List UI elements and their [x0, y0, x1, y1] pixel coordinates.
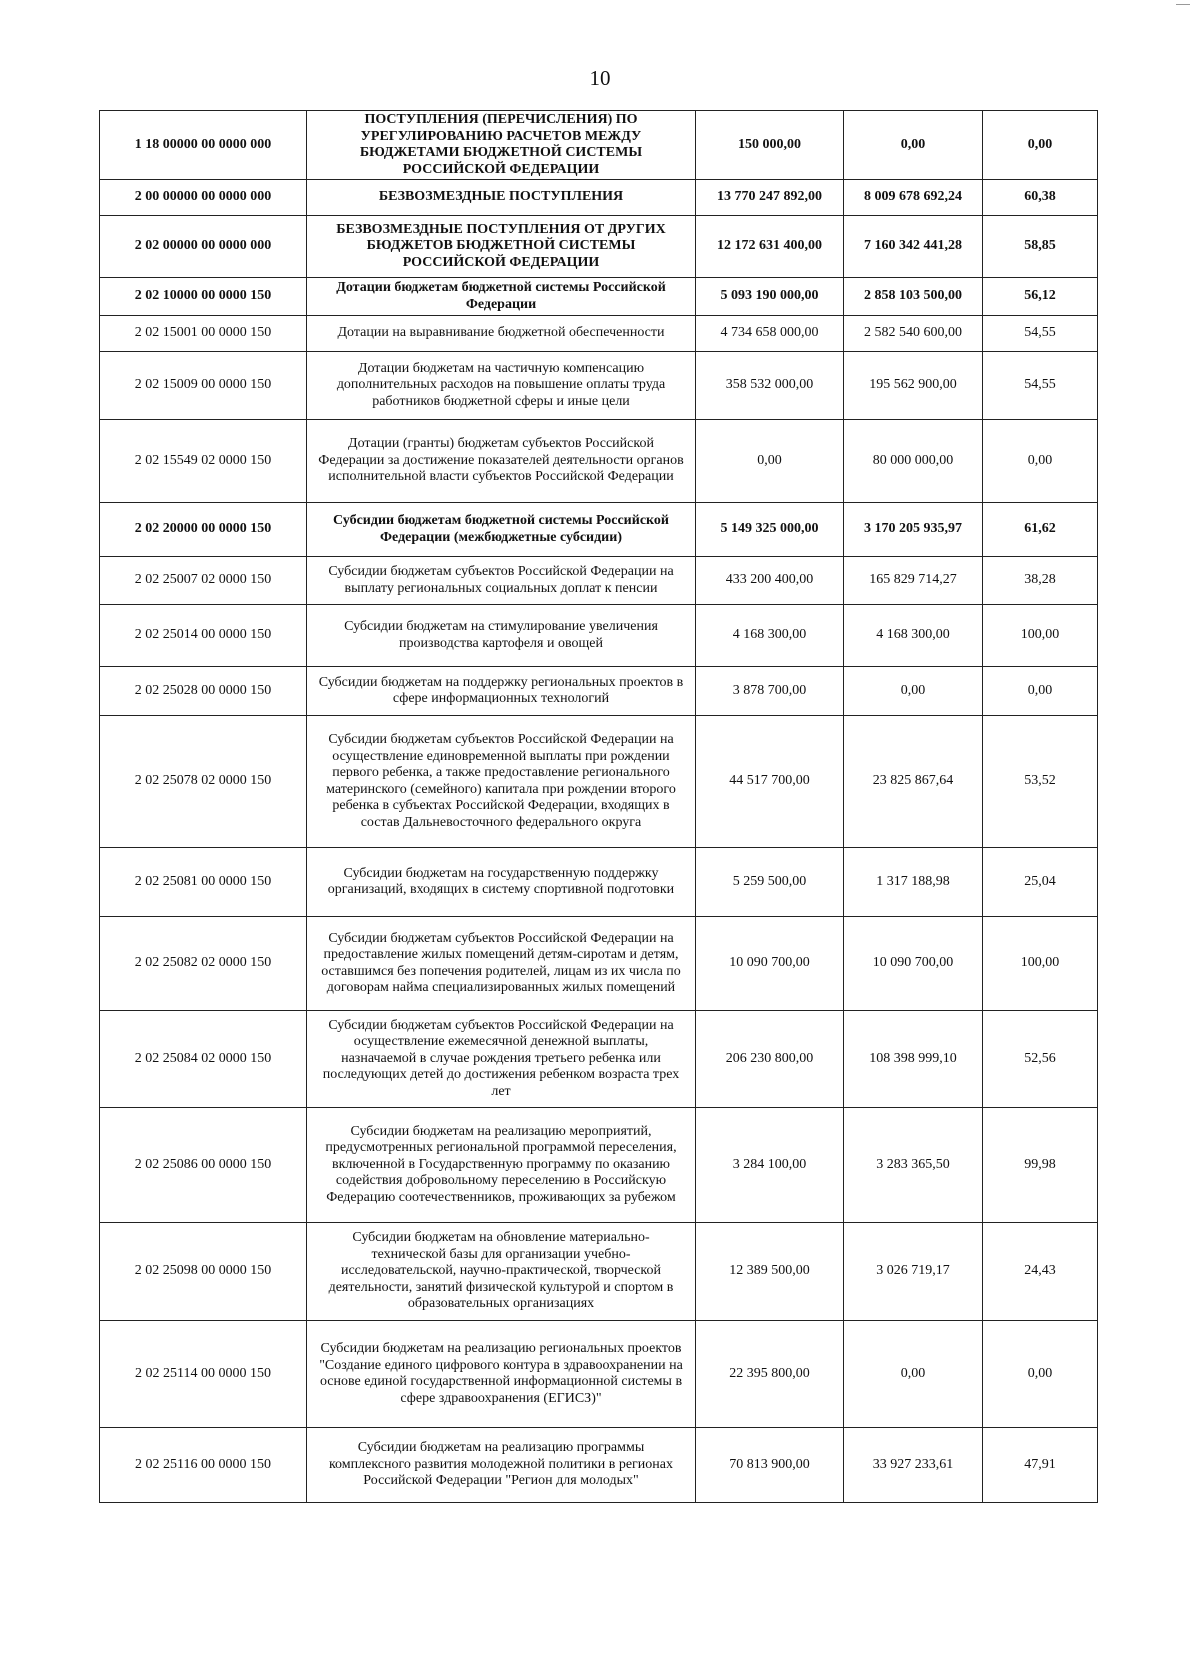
- plan-amount: 5 149 325 000,00: [696, 503, 844, 557]
- table-row: [100, 848, 1098, 917]
- table-row: [100, 557, 1098, 605]
- fact-amount: 0,00: [844, 667, 983, 716]
- execution-percent: 38,28: [983, 557, 1098, 605]
- revenue-name: БЕЗВОЗМЕЗДНЫЕ ПОСТУПЛЕНИЯ ОТ ДРУГИХ БЮДЖЕТОВ БЮДЖЕТНОЙ СИСТЕМЫ РОССИЙСКОЙ ФЕДЕРАЦИИ: [307, 216, 696, 278]
- execution-percent: 100,00: [983, 605, 1098, 667]
- budget-code: 2 02 25114 00 0000 150: [100, 1321, 307, 1428]
- revenue-name: Дотации бюджетам на частичную компенсацию дополнительных расходов на повышение оплаты труда работников бюджетной сферы и иные цели: [307, 352, 696, 420]
- fact-amount: 3 170 205 935,97: [844, 503, 983, 557]
- page-number: 10: [589, 66, 611, 90]
- execution-percent: 24,43: [983, 1223, 1098, 1321]
- plan-amount: 0,00: [696, 420, 844, 503]
- fact-amount: 195 562 900,00: [844, 352, 983, 420]
- budget-code: 2 02 00000 00 0000 000: [100, 216, 307, 278]
- budget-code: 2 00 00000 00 0000 000: [100, 180, 307, 216]
- revenue-name: Субсидии бюджетам на поддержку региональных проектов в сфере информационных технологий: [307, 667, 696, 716]
- plan-amount: 5 259 500,00: [696, 848, 844, 917]
- execution-percent: 60,38: [983, 180, 1098, 216]
- revenue-name: Субсидии бюджетам на реализацию региональных проектов "Создание единого цифрового контура в здравоохранении на основе единой государственной информационной системы в сфере здравоохранения (ЕГИСЗ)": [307, 1321, 696, 1428]
- fact-amount: 8 009 678 692,24: [844, 180, 983, 216]
- budget-code: 2 02 25116 00 0000 150: [100, 1428, 307, 1503]
- revenue-name: Субсидии бюджетам на реализацию мероприятий, предусмотренных региональной программой переселения, включенной в Государственную программу по оказанию содействия добровольному переселению в Российскую Федерацию соотечественников, проживающих за рубежом: [307, 1108, 696, 1223]
- budget-code: 2 02 25028 00 0000 150: [100, 667, 307, 716]
- table-row: [100, 917, 1098, 1011]
- table-row: [100, 420, 1098, 503]
- revenue-name: Дотации на выравнивание бюджетной обеспеченности: [307, 316, 696, 352]
- execution-percent: 61,62: [983, 503, 1098, 557]
- plan-amount: 4 734 658 000,00: [696, 316, 844, 352]
- budget-code: 2 02 25082 02 0000 150: [100, 917, 307, 1011]
- budget-code: 2 02 25078 02 0000 150: [100, 716, 307, 848]
- revenue-name: Субсидии бюджетам на обновление материально-технической базы для организации учебно-исследовательской, научно-практической, творческой деятельности, занятий физической культурой и спортом в образовательных организациях: [307, 1223, 696, 1321]
- fact-amount: 33 927 233,61: [844, 1428, 983, 1503]
- plan-amount: 5 093 190 000,00: [696, 278, 844, 316]
- table-row: [100, 1321, 1098, 1428]
- budget-code: 2 02 20000 00 0000 150: [100, 503, 307, 557]
- plan-amount: 70 813 900,00: [696, 1428, 844, 1503]
- execution-percent: 0,00: [983, 1321, 1098, 1428]
- execution-percent: 54,55: [983, 316, 1098, 352]
- plan-amount: 22 395 800,00: [696, 1321, 844, 1428]
- fact-amount: 7 160 342 441,28: [844, 216, 983, 278]
- plan-amount: 358 532 000,00: [696, 352, 844, 420]
- execution-percent: 53,52: [983, 716, 1098, 848]
- table-row: [100, 1223, 1098, 1321]
- budget-code: 2 02 25007 02 0000 150: [100, 557, 307, 605]
- table-row: [100, 1428, 1098, 1503]
- revenue-name: Субсидии бюджетам субъектов Российской Федерации на осуществление единовременной выплаты при рождении первого ребенка, а также предоставление регионального материнского (семейного) капитала при рождении второго ребенка в субъектах Российской Федерации, входящих в состав Дальневосточного федерального округа: [307, 716, 696, 848]
- execution-percent: 47,91: [983, 1428, 1098, 1503]
- budget-code: 2 02 25098 00 0000 150: [100, 1223, 307, 1321]
- execution-percent: 54,55: [983, 352, 1098, 420]
- plan-amount: 3 284 100,00: [696, 1108, 844, 1223]
- budget-code: 2 02 15009 00 0000 150: [100, 352, 307, 420]
- budget-code: 2 02 25086 00 0000 150: [100, 1108, 307, 1223]
- execution-percent: 25,04: [983, 848, 1098, 917]
- execution-percent: 99,98: [983, 1108, 1098, 1223]
- revenue-name: Субсидии бюджетам субъектов Российской Федерации на выплату региональных социальных доплат к пенсии: [307, 557, 696, 605]
- fact-amount: 3 283 365,50: [844, 1108, 983, 1223]
- table-row: [100, 278, 1098, 316]
- table-row: [100, 180, 1098, 216]
- table-row: [100, 216, 1098, 278]
- fact-amount: 3 026 719,17: [844, 1223, 983, 1321]
- table-row: [100, 716, 1098, 848]
- revenue-name: ПОСТУПЛЕНИЯ (ПЕРЕЧИСЛЕНИЯ) ПО УРЕГУЛИРОВАНИЮ РАСЧЕТОВ МЕЖДУ БЮДЖЕТАМИ БЮДЖЕТНОЙ СИСТЕМЫ РОССИЙСКОЙ ФЕДЕРАЦИИ: [307, 111, 696, 180]
- budget-code: 2 02 25084 02 0000 150: [100, 1011, 307, 1108]
- execution-percent: 58,85: [983, 216, 1098, 278]
- revenue-name: Субсидии бюджетам субъектов Российской Федерации на осуществление ежемесячной денежной выплаты, назначаемой в случае рождения третьего ребенка или последующих детей до достижения ребенком возраста трех лет: [307, 1011, 696, 1108]
- fact-amount: 0,00: [844, 111, 983, 180]
- fact-amount: 2 582 540 600,00: [844, 316, 983, 352]
- revenue-name: БЕЗВОЗМЕЗДНЫЕ ПОСТУПЛЕНИЯ: [307, 180, 696, 216]
- plan-amount: 4 168 300,00: [696, 605, 844, 667]
- budget-code: 2 02 15001 00 0000 150: [100, 316, 307, 352]
- table-row: [100, 1011, 1098, 1108]
- revenue-name: Субсидии бюджетам субъектов Российской Федерации на предоставление жилых помещений детям-сиротам и детям, оставшимся без попечения родителей, лицам из их числа по договорам найма специализированных жилых помещений: [307, 917, 696, 1011]
- execution-percent: 100,00: [983, 917, 1098, 1011]
- revenue-name: Субсидии бюджетам на государственную поддержку организаций, входящих в систему спортивной подготовки: [307, 848, 696, 917]
- revenue-name: Дотации бюджетам бюджетной системы Российской Федерации: [307, 278, 696, 316]
- budget-code: 2 02 25014 00 0000 150: [100, 605, 307, 667]
- fact-amount: 0,00: [844, 1321, 983, 1428]
- budget-code: 2 02 15549 02 0000 150: [100, 420, 307, 503]
- fact-amount: 108 398 999,10: [844, 1011, 983, 1108]
- revenue-name: Субсидии бюджетам на реализацию программы комплексного развития молодежной политики в регионах Российской Федерации "Регион для молодых": [307, 1428, 696, 1503]
- table-row: [100, 316, 1098, 352]
- budget-code: 2 02 25081 00 0000 150: [100, 848, 307, 917]
- plan-amount: 206 230 800,00: [696, 1011, 844, 1108]
- table-row: [100, 352, 1098, 420]
- execution-percent: 0,00: [983, 111, 1098, 180]
- plan-amount: 13 770 247 892,00: [696, 180, 844, 216]
- fact-amount: 10 090 700,00: [844, 917, 983, 1011]
- table-row: [100, 503, 1098, 557]
- plan-amount: 12 389 500,00: [696, 1223, 844, 1321]
- plan-amount: 12 172 631 400,00: [696, 216, 844, 278]
- scan-artifact: [1176, 4, 1190, 5]
- table-row: [100, 605, 1098, 667]
- revenue-name: Дотации (гранты) бюджетам субъектов Российской Федерации за достижение показателей деятельности органов исполнительной власти субъектов Российской Федерации: [307, 420, 696, 503]
- plan-amount: 3 878 700,00: [696, 667, 844, 716]
- budget-table: [99, 110, 1098, 1503]
- revenue-name: Субсидии бюджетам бюджетной системы Российской Федерации (межбюджетные субсидии): [307, 503, 696, 557]
- execution-percent: 56,12: [983, 278, 1098, 316]
- budget-code: 1 18 00000 00 0000 000: [100, 111, 307, 180]
- plan-amount: 433 200 400,00: [696, 557, 844, 605]
- execution-percent: 0,00: [983, 667, 1098, 716]
- fact-amount: 1 317 188,98: [844, 848, 983, 917]
- plan-amount: 44 517 700,00: [696, 716, 844, 848]
- table-row: [100, 111, 1098, 180]
- fact-amount: 2 858 103 500,00: [844, 278, 983, 316]
- fact-amount: 80 000 000,00: [844, 420, 983, 503]
- table-row: [100, 667, 1098, 716]
- table-row: [100, 1108, 1098, 1223]
- plan-amount: 150 000,00: [696, 111, 844, 180]
- fact-amount: 4 168 300,00: [844, 605, 983, 667]
- revenue-name: Субсидии бюджетам на стимулирование увеличения производства картофеля и овощей: [307, 605, 696, 667]
- execution-percent: 0,00: [983, 420, 1098, 503]
- fact-amount: 165 829 714,27: [844, 557, 983, 605]
- fact-amount: 23 825 867,64: [844, 716, 983, 848]
- execution-percent: 52,56: [983, 1011, 1098, 1108]
- budget-code: 2 02 10000 00 0000 150: [100, 278, 307, 316]
- plan-amount: 10 090 700,00: [696, 917, 844, 1011]
